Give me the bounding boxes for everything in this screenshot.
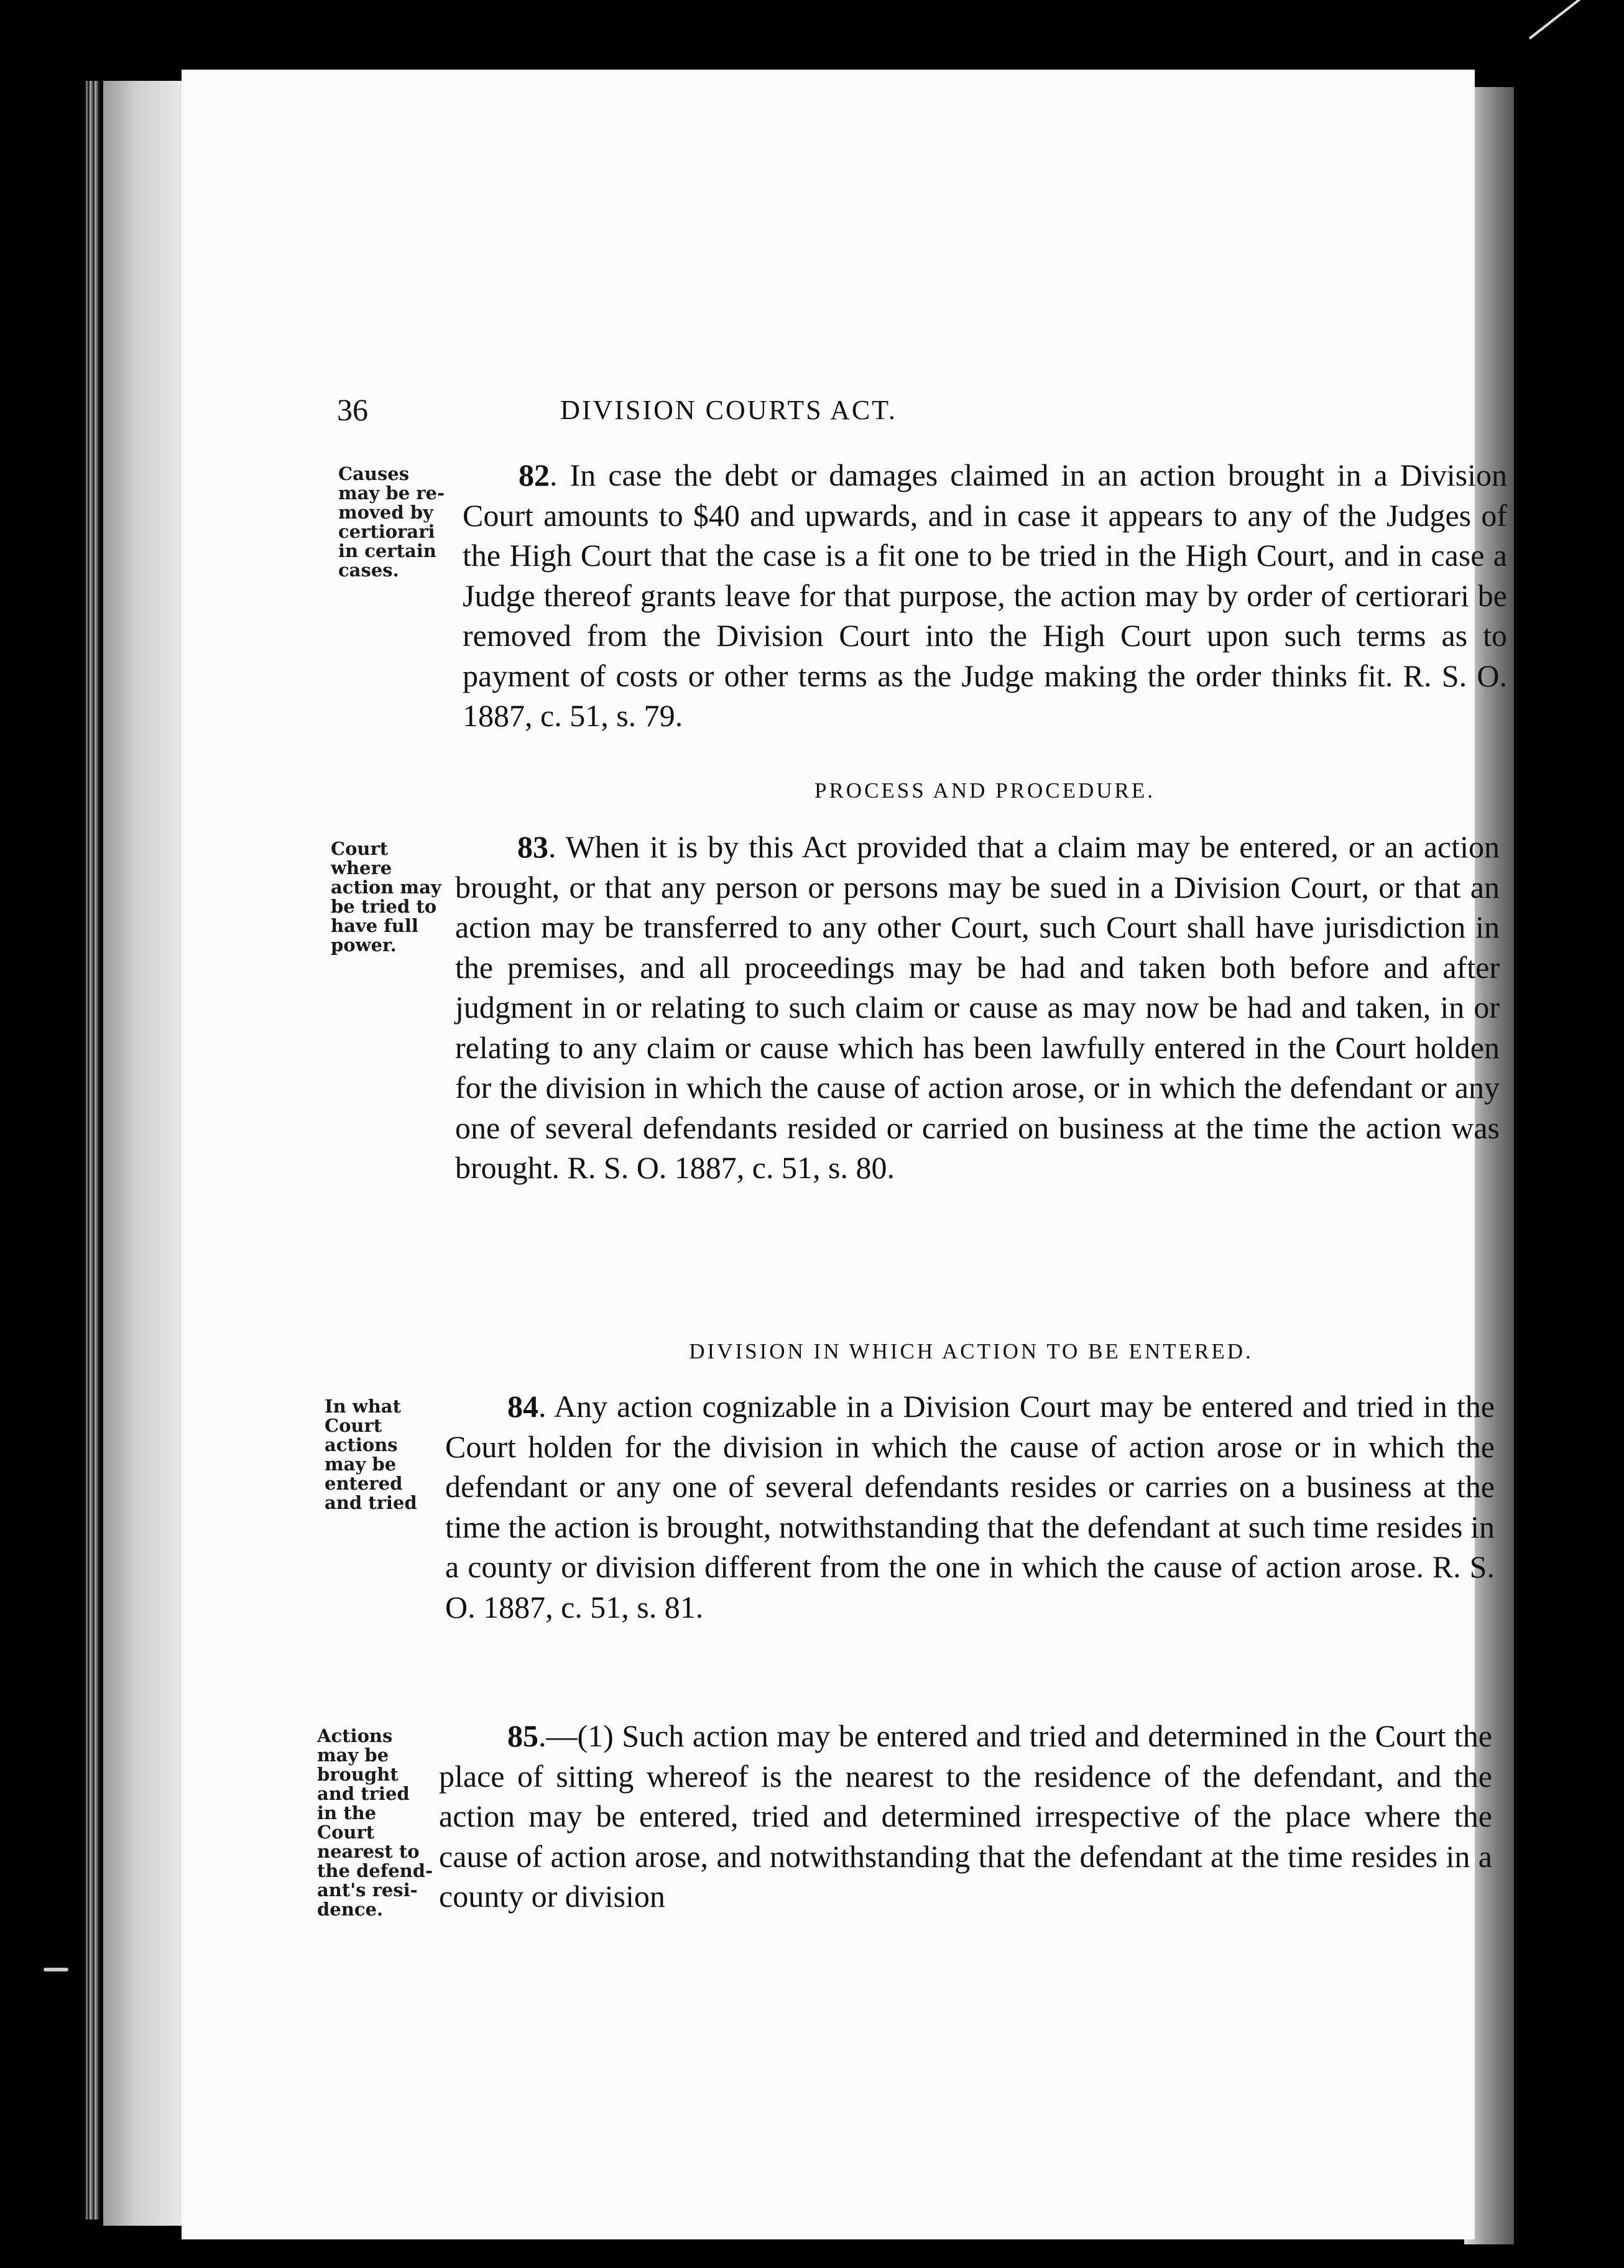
section-82 [463, 455, 1507, 736]
speck [44, 1968, 68, 1971]
section-number: 84 [507, 1389, 538, 1424]
heading-process-procedure: PROCESS AND PROCEDURE. [814, 778, 1155, 803]
section-text: .—(1) Such action may be entered and tried and determined in the Court the place of sitting whereof is the nearest to the residence of the defendant, and the action may be entered, tried and determined irrespective of the place where the cause of action arose, and notwithstanding that the defendant at the time resides in a county or division [439, 1718, 1492, 1914]
section-text: . Any action cognizable in a Division Court may be entered and tried in the Court holden for the division in which the cause of action arose or in which the defendant or any one of several defendants resides or carries on a business at the time the action is brought, notwithstanding that the defendant at such time resides in a county or division different from the one in which the cause of action arose. R. S. O. 1887, c. 51, s. 81. [445, 1389, 1495, 1625]
section-84 [445, 1386, 1495, 1627]
sidenote-84: In what Court actions may be entered and tried [325, 1396, 417, 1513]
section-number: 85 [507, 1718, 538, 1753]
section-number: 82 [519, 458, 550, 492]
page-number: 36 [337, 392, 368, 427]
sidenote-82: Causes may be re- moved by certiorari in certain cases. [338, 463, 445, 581]
section-85 [439, 1716, 1492, 1917]
heading-division-entered: DIVISION IN WHICH ACTION TO BE ENTERED. [689, 1339, 1253, 1363]
sidenote-85: Actions may be brought and tried in the Court nearest to the defend- ant's resi- dence. [317, 1725, 433, 1920]
section-83 [455, 827, 1500, 1188]
page-header [182, 392, 1475, 435]
book-spine-edge [86, 81, 99, 2220]
book-page-stack [103, 81, 184, 2226]
document-page [182, 70, 1507, 2239]
running-title: DIVISION COURTS ACT. [560, 395, 897, 425]
film-scratch [1529, 0, 1604, 40]
sidenote-83: Court where action may be tried to have full power. [331, 838, 441, 956]
section-number: 83 [517, 829, 548, 864]
section-text: . In case the debt or damages claimed in an action brought in a Division Court amounts to $40 and upwards, and in case it appears to any of the Judges of the High Court that the case is a fit one to be tried in the High Court, and in case a Judge thereof grants leave for that purpose, the action may by order of certiorari be removed from the Division Court into the High Court upon such terms as to payment of costs or other terms as the Judge making the order thinks fit. R. S. O. 1887, c. 51, s. 79. [463, 458, 1507, 733]
section-text: . When it is by this Act provided that a claim may be entered, or an action brought, or that any person or persons may be sued in a Division Court, or that an action may be transferred to any other Court, such Court shall have jurisdiction in the premises, and all proceedings may be had and taken both before and after judgment in or relating to such claim or cause as may now be had and taken, in or relating to any claim or cause which has been lawfully entered in the Court holden for the division in which the cause of action arose, or in which the defendant or any one of several defendants resided or carried on business at the time the action was brought. R. S. O. 1887, c. 51, s. 80. [455, 829, 1500, 1185]
